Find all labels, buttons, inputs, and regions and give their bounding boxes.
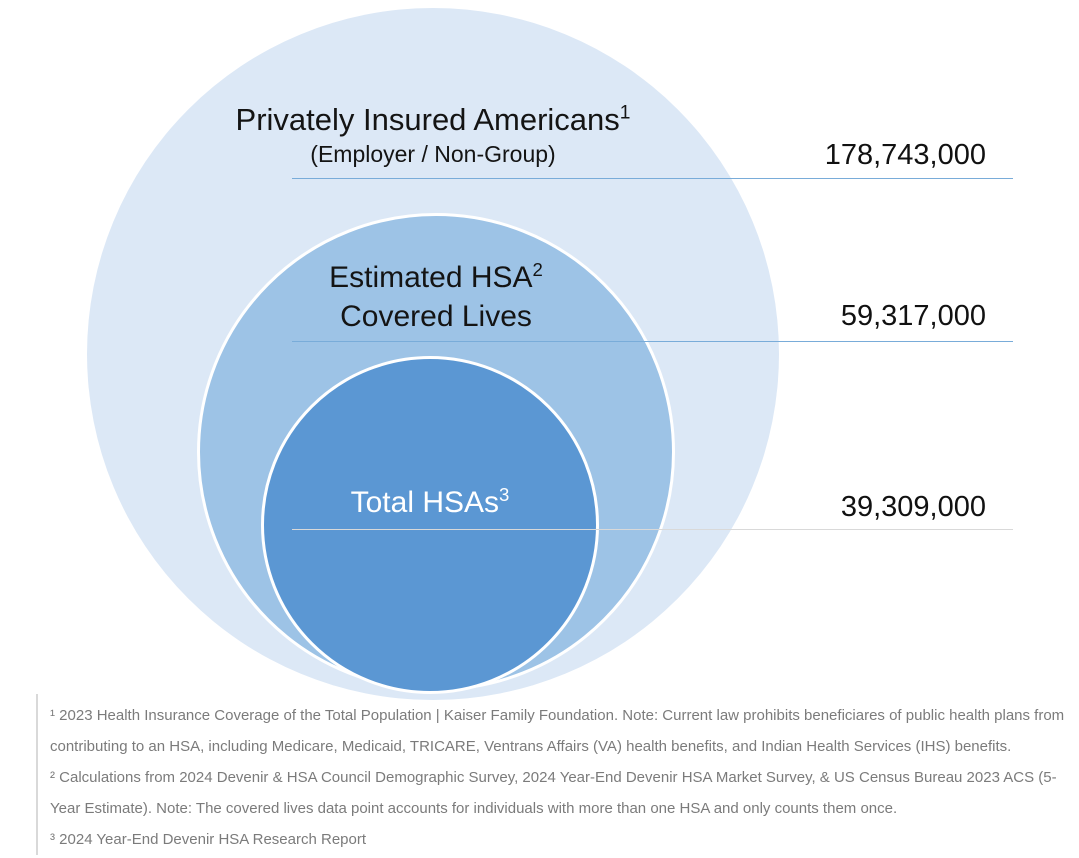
value-total-hsas: 39,309,000 xyxy=(840,491,986,523)
footnote-ref-2: 2 xyxy=(532,259,543,280)
middle-circle-label-text: Estimated HSA xyxy=(329,261,533,294)
leader-line-hsa-covered-lives xyxy=(292,341,1013,342)
footnote-ref-3: 3 xyxy=(499,484,510,505)
footnotes-block xyxy=(36,694,1070,855)
leader-line-privately-insured xyxy=(292,178,1013,179)
outer-circle-label-text: Privately Insured Americans xyxy=(235,102,620,137)
outer-circle-label xyxy=(87,102,779,138)
value-privately-insured: 178,743,000 xyxy=(824,139,986,171)
footnote-2: ² Calculations from 2024 Devenir & HSA Council Demographic Survey, 2024 Year-End Devenir HSA Market Survey, & US Census Bureau 2023 ACS (5-Year Estimate). Note: The covered lives data point accounts for individuals with more than one HSA and only counts them once. xyxy=(50,769,1057,817)
footnote-1: ¹ 2023 Health Insurance Coverage of the Total Population | Kaiser Family Foundation. Note: Current law prohibits beneficiares of public health plans from contributing to an HSA, including Medicare, Medicaid, TRICARE, Ventrans Affairs (VA) health benefits, and Indian Health Services (IHS) benefits. xyxy=(50,707,1065,755)
leader-line-total-hsas xyxy=(292,529,1013,530)
footnote-ref-1: 1 xyxy=(619,102,631,124)
outer-circle-sublabel: (Employer / Non-Group) xyxy=(310,141,556,167)
middle-circle-label-line2: Covered Lives xyxy=(340,300,532,333)
middle-circle-label xyxy=(197,258,675,336)
footnote-3: ³ 2024 Year-End Devenir HSA Research Report xyxy=(50,831,367,848)
inner-circle-label-text: Total HSAs xyxy=(350,486,500,519)
middle-circle-label-line1 xyxy=(329,261,543,294)
inner-circle-total-hsas xyxy=(261,356,599,694)
value-hsa-covered-lives: 59,317,000 xyxy=(840,300,986,332)
inner-circle-label xyxy=(261,486,599,520)
